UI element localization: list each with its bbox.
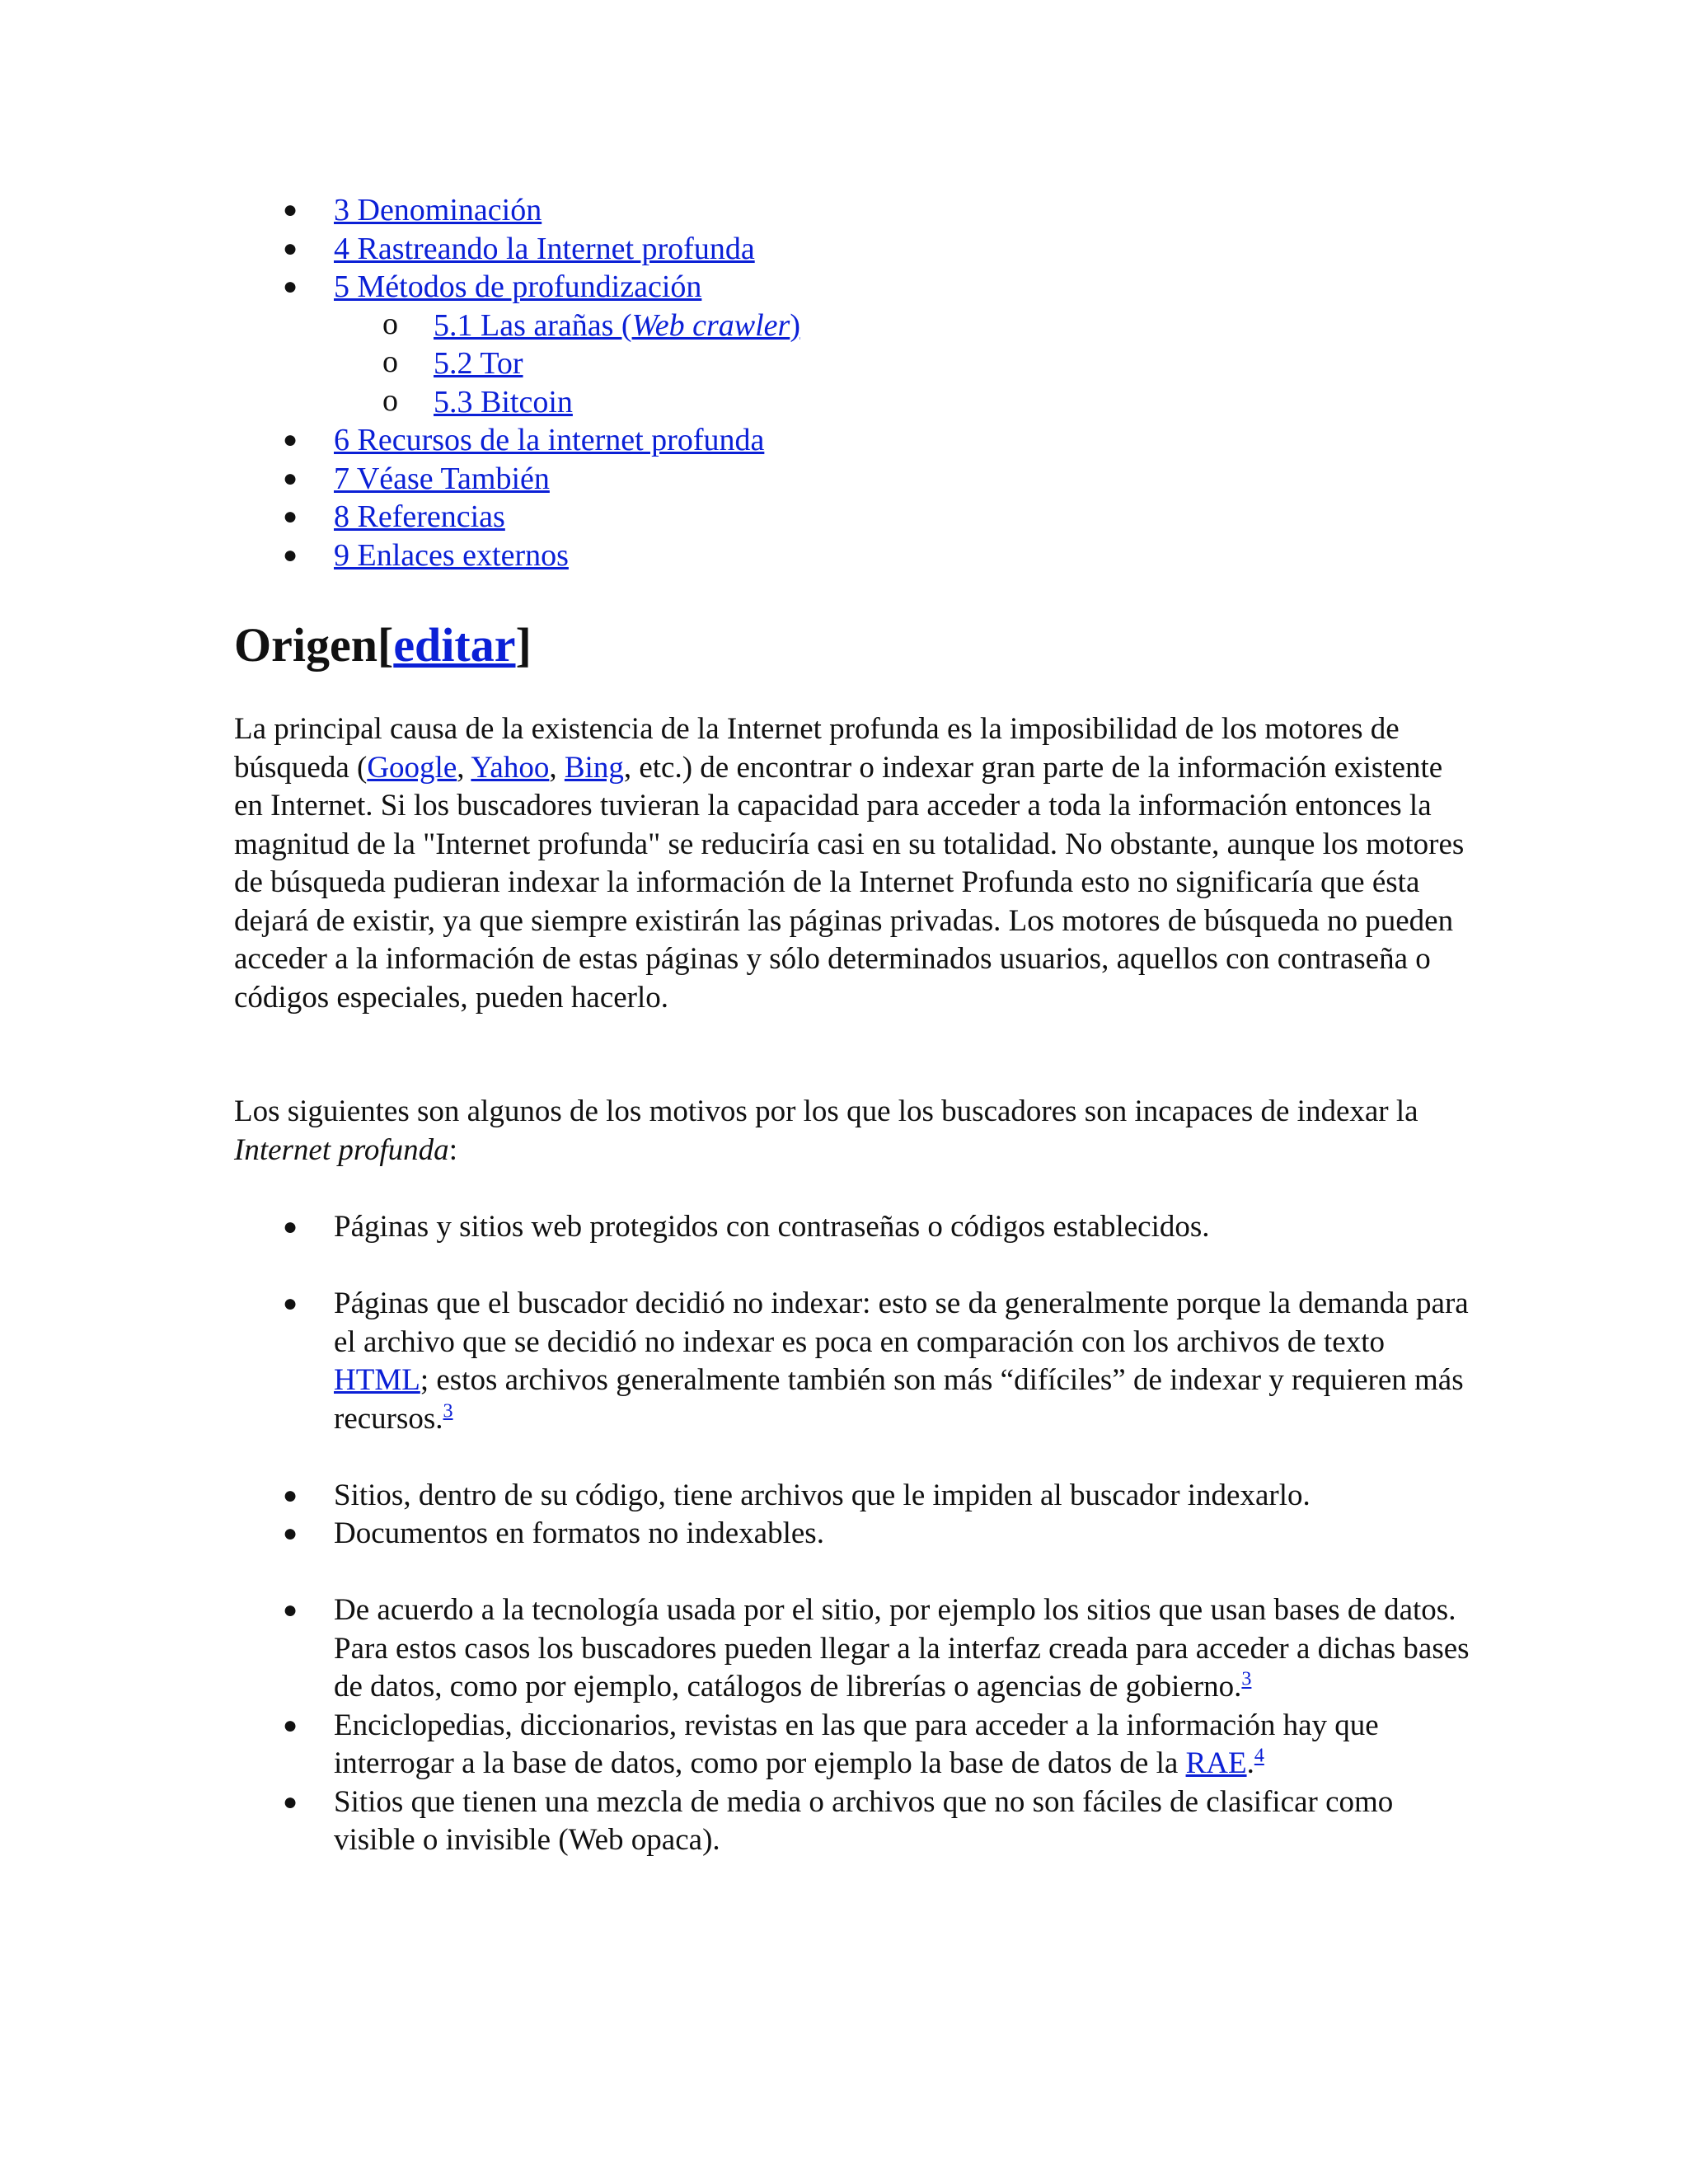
- section-title: Origen: [234, 618, 377, 672]
- bullet-icon: ●: [283, 1596, 298, 1624]
- circle-bullet-icon: o: [382, 306, 398, 341]
- list-item-text: Páginas y sitios web protegidos con contraseñas o códigos establecidos.: [334, 1210, 1210, 1244]
- toc-item: [0, 230, 1688, 269]
- bracket-open: [: [377, 618, 394, 672]
- bullet-icon: ●: [283, 464, 298, 492]
- footnote-ref: [1254, 1746, 1264, 1767]
- list-item-text: Sitios que tienen una mezcla de media o archivos que no son fáciles de clasificar como visible o invisible (Web opaca).: [334, 1784, 1394, 1857]
- section-heading: [234, 616, 532, 674]
- bullet-icon: ●: [283, 1788, 298, 1816]
- toc-link-vease[interactable]: 7 Véase También: [334, 461, 550, 496]
- list-item-text: Sitios, dentro de su código, tiene archivos que le impiden al buscador indexarlo.: [334, 1478, 1311, 1512]
- google-link[interactable]: Google: [367, 750, 457, 785]
- toc-link-bitcoin[interactable]: 5.3 Bitcoin: [434, 384, 573, 419]
- list-item: [0, 1591, 1479, 1707]
- yahoo-link[interactable]: Yahoo: [471, 750, 550, 785]
- toc-item: [0, 460, 1688, 499]
- bullet-icon: ●: [283, 1520, 298, 1547]
- list-item: [0, 1208, 1479, 1247]
- toc-item: [0, 498, 1688, 537]
- paragraph-text: Los siguientes son algunos de los motivos por los que los buscadores son incapaces de indexar la: [234, 1094, 1418, 1128]
- toc-subitem: [0, 344, 1688, 383]
- bullet-icon: ●: [283, 1481, 298, 1509]
- footnote-link[interactable]: 4: [1254, 1745, 1264, 1767]
- toc-link-recursos[interactable]: 6 Recursos de la internet profunda: [334, 423, 765, 457]
- toc-link-enlaces[interactable]: 9 Enlaces externos: [334, 537, 569, 573]
- paragraph-text: , etc.) de encontrar o indexar gran parte de la información existente en Internet. Si los buscadores tuvieran la capacidad para acceder a toda la información entonces la magnitud de la "Internet profunda" se reduciría casi en su totalidad. No obstante, aunque los motores de búsqueda pudieran indexar la información de la Internet Profunda esto no significaría que ésta dejará de existir, ya que siempre existirán las páginas privadas. Los motores de búsqueda no pueden acceder a la información de estas páginas y sólo determinados usuarios, aquellos con contraseña o códigos especiales, pueden hacerlo.: [234, 750, 1465, 1015]
- list-item: [0, 1477, 1479, 1516]
- emphasis-text: Internet profunda: [234, 1132, 449, 1167]
- table-of-contents: [0, 191, 1688, 574]
- footnote-ref: [443, 1400, 453, 1422]
- bullet-icon: ●: [283, 503, 298, 530]
- list-item-text: Documentos en formatos no indexables.: [334, 1516, 824, 1550]
- toc-link-aranas-post: ): [790, 307, 800, 343]
- toc-link-referencias[interactable]: 8 Referencias: [334, 499, 505, 534]
- paragraph-text: La principal causa de la existencia de la Internet profunda es la imposibilidad de los motores de búsqueda (: [234, 712, 1400, 785]
- toc-subitem: [0, 307, 1688, 345]
- list-item: [0, 1285, 1479, 1438]
- circle-bullet-icon: o: [382, 344, 398, 379]
- toc-link-metodos[interactable]: 5 Métodos de profundización: [334, 269, 702, 304]
- toc-subitem: [0, 383, 1688, 422]
- reasons-list: [0, 1208, 1688, 1860]
- bullet-icon: ●: [283, 1213, 298, 1240]
- list-item-text: .: [1246, 1746, 1254, 1780]
- list-item-text: ; estos archivos generalmente también son más “difíciles” de indexar y requieren más recursos.: [334, 1363, 1464, 1436]
- footnote-link[interactable]: 3: [443, 1400, 453, 1422]
- toc-link-tor[interactable]: 5.2 Tor: [434, 346, 523, 381]
- paragraph-origen: [234, 710, 1470, 1017]
- bullet-icon: ●: [283, 196, 298, 223]
- toc-item: [0, 268, 1688, 307]
- separator: ,: [549, 750, 565, 785]
- bullet-icon: ●: [283, 1711, 298, 1739]
- toc-link-denominacion[interactable]: 3 Denominación: [334, 193, 542, 227]
- toc-item: [0, 421, 1688, 460]
- toc-link-aranas-em: Web crawler: [631, 307, 790, 343]
- edit-link[interactable]: editar: [393, 618, 516, 672]
- toc-link-aranas[interactable]: [434, 308, 800, 343]
- bing-link[interactable]: Bing: [564, 750, 624, 785]
- list-item: [0, 1515, 1479, 1554]
- bullet-icon: ●: [283, 426, 298, 453]
- footnote-ref: [1241, 1669, 1251, 1690]
- footnote-link[interactable]: 3: [1241, 1668, 1252, 1690]
- bracket-close: ]: [515, 618, 532, 672]
- paragraph-text: :: [448, 1132, 457, 1167]
- list-item-text: Páginas que el buscador decidió no indexar: esto se da generalmente porque la demanda para el archivo que se decidió no indexar es poca en comparación con los archivos de texto: [334, 1286, 1469, 1359]
- rae-link[interactable]: RAE: [1185, 1746, 1247, 1780]
- toc-link-rastreando[interactable]: 4 Rastreando la Internet profunda: [334, 231, 755, 266]
- toc-item: [0, 537, 1688, 575]
- bullet-icon: ●: [283, 1290, 298, 1317]
- list-item: [0, 1783, 1479, 1860]
- paragraph-motivos: [234, 1093, 1470, 1169]
- bullet-icon: ●: [283, 273, 298, 300]
- list-item-text: Enciclopedias, diccionarios, revistas en las que para acceder a la información hay que interrogar a la base de datos, como por ejemplo la base de datos de la: [334, 1708, 1379, 1780]
- toc-item: [0, 191, 1688, 230]
- toc-link-aranas-pre: 5.1 Las arañas (: [434, 307, 632, 343]
- bullet-icon: ●: [283, 541, 298, 569]
- circle-bullet-icon: o: [382, 382, 398, 418]
- html-link[interactable]: HTML: [334, 1363, 420, 1397]
- bullet-icon: ●: [283, 234, 298, 262]
- separator: ,: [457, 750, 471, 785]
- list-item: [0, 1707, 1479, 1783]
- list-item-text: De acuerdo a la tecnología usada por el sitio, por ejemplo los sitios que usan bases de datos. Para estos casos los buscadores pueden llegar a la interfaz creada para acceder a dichas bases de datos, como por ejemplo, catálogos de librerías o agencias de gobierno.: [334, 1593, 1470, 1704]
